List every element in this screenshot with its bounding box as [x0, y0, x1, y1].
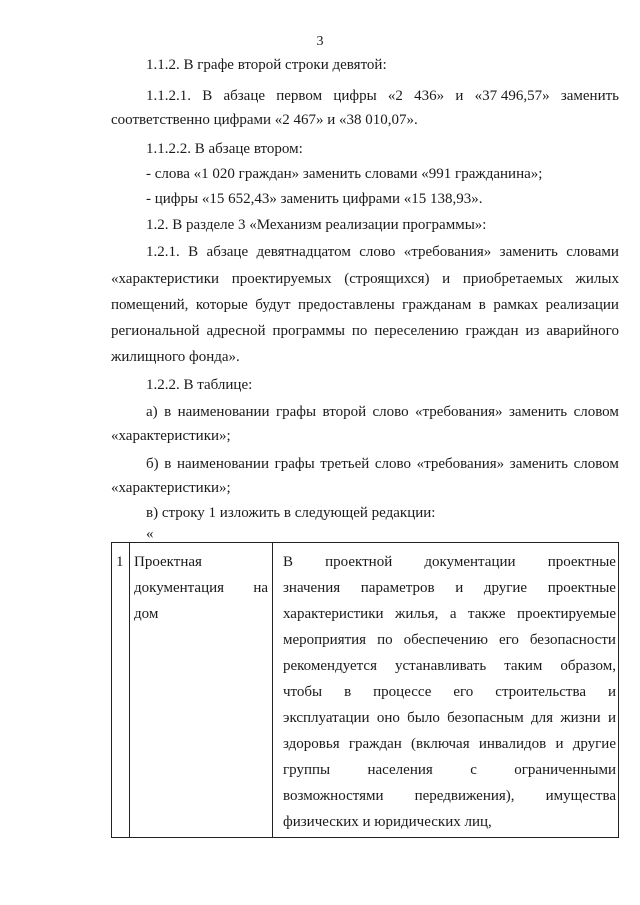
word: обеспечению — [403, 632, 488, 648]
requirements-line6 — [283, 683, 616, 701]
table-row-1 — [111, 542, 619, 838]
word: проектные — [547, 554, 616, 570]
word: (включая — [411, 736, 470, 752]
word: и — [607, 710, 616, 726]
cell-word: на — [253, 580, 268, 596]
word: с — [470, 762, 477, 778]
page-number: 3 — [316, 34, 324, 49]
requirements-line8 — [283, 735, 616, 753]
word: графы — [274, 456, 315, 472]
word: «2 — [387, 88, 403, 104]
word: жилых — [575, 271, 619, 287]
word: таким — [504, 658, 543, 674]
word: группы — [283, 762, 331, 778]
project-docs-line2 — [134, 579, 268, 597]
column-divider — [272, 543, 273, 837]
word: адресной — [206, 323, 266, 339]
word: по — [351, 323, 368, 339]
word: слово — [372, 404, 409, 420]
word: переселению — [374, 323, 459, 339]
word: процессе — [373, 684, 432, 700]
word: предоставлены — [298, 297, 395, 313]
word: по — [377, 632, 393, 648]
word: другие — [572, 736, 616, 752]
word: 1.2.1. — [146, 244, 180, 260]
word: проектируемые — [516, 606, 616, 622]
list-item-words: - слова «1 020 граждан» заменить словами «991 гражданина»; — [146, 166, 543, 182]
word: в — [164, 404, 172, 420]
column-divider — [129, 543, 130, 837]
word: цифры — [333, 88, 377, 104]
word: В — [188, 244, 199, 260]
word: параметров — [360, 580, 435, 596]
word: проектные — [547, 580, 616, 596]
word: его — [498, 632, 519, 648]
paragraph-1-1-2-1-line1 — [146, 87, 619, 105]
word: б) — [146, 456, 159, 472]
requirements-line9 — [283, 761, 616, 779]
word: ограниченными — [514, 762, 616, 778]
requirements-line3 — [283, 605, 616, 623]
word: образом, — [560, 658, 616, 674]
item-a-line1 — [146, 403, 619, 421]
project-docs-line3: дом — [134, 606, 159, 622]
word: абзаце — [206, 244, 249, 260]
word: заменить — [499, 244, 558, 260]
word: безопасности — [529, 632, 616, 648]
word: В — [202, 88, 213, 104]
paragraph-1-2-2: 1.2.2. В таблице: — [146, 377, 253, 393]
word: жилья, — [394, 606, 439, 622]
word: «характеристики — [111, 271, 220, 287]
list-item-numbers: - цифры «15 652,43» заменить цифрами «15 138,93». — [146, 191, 483, 207]
word: реализации — [545, 297, 619, 313]
word: и — [455, 580, 464, 596]
word: наименовании — [177, 404, 270, 420]
item-b-line2: «характеристики»; — [111, 480, 231, 496]
project-docs-line1: Проектная — [134, 554, 202, 570]
word: и — [455, 88, 464, 104]
opening-quote: « — [146, 526, 154, 542]
word: документации — [424, 554, 516, 570]
word: устанавливать — [394, 658, 487, 674]
word: безопасным — [447, 710, 524, 726]
paragraph-1-2-1-line1 — [146, 243, 619, 261]
word: «37 496,57» — [474, 88, 550, 104]
paragraph-1-1-2-2: 1.1.2.2. В абзаце втором: — [146, 141, 303, 157]
word: характеристики — [283, 606, 384, 622]
word: абзаце — [223, 88, 266, 104]
paragraph-1-2-1-line4 — [111, 322, 619, 340]
paragraph-1-1-2-1-line2: соответственно цифрами «2 467» и «38 010,07». — [111, 112, 418, 128]
word: проектной — [325, 554, 393, 570]
word: граждан — [348, 736, 402, 752]
word: имущества — [545, 788, 616, 804]
paragraph-1-1-2: 1.1.2. В графе второй строки девятой: — [146, 57, 387, 73]
word: инвалидов — [478, 736, 547, 752]
word: «требования» — [415, 404, 503, 420]
word: жизни — [560, 710, 601, 726]
word: также — [467, 606, 506, 622]
word: наименовании — [176, 456, 269, 472]
word: региональной — [111, 323, 200, 339]
word: первом — [276, 88, 323, 104]
word: «требования» — [416, 456, 505, 472]
paragraph-1-2-1-line3 — [111, 296, 619, 314]
word: рамках — [493, 297, 539, 313]
word: мероприятия — [283, 632, 367, 648]
word: было — [407, 710, 440, 726]
paragraph-1-2: 1.2. В разделе 3 «Механизм реализации программы»: — [146, 217, 487, 233]
requirements-line5 — [283, 657, 616, 675]
word: населения — [367, 762, 433, 778]
word: оно — [376, 710, 400, 726]
word: и — [555, 736, 564, 752]
item-c: в) строку 1 изложить в следующей редакции: — [146, 505, 436, 521]
requirements-line11: физических и юридических лиц, — [283, 814, 492, 830]
word: другие — [483, 580, 528, 596]
requirements-line10 — [283, 787, 616, 805]
word: третьей — [320, 456, 370, 472]
word: графы — [275, 404, 317, 420]
word: аварийного — [546, 323, 619, 339]
word: слово — [359, 244, 396, 260]
paragraph-1-2-1-line5: жилищного фонда». — [111, 349, 240, 365]
word: слово — [374, 456, 412, 472]
word: передвижения), — [414, 788, 515, 804]
word: 436» — [414, 88, 445, 104]
word: и — [442, 271, 451, 287]
requirements-line7 — [283, 709, 616, 727]
word: для — [531, 710, 554, 726]
word: а) — [146, 404, 158, 420]
word: словом — [573, 404, 619, 420]
word: и — [607, 684, 616, 700]
word: в — [164, 456, 172, 472]
word: (строящихся) — [344, 271, 430, 287]
word: приобретаемых — [462, 271, 563, 287]
word: строительства — [495, 684, 586, 700]
word: словом — [573, 456, 619, 472]
word: «требования» — [403, 244, 492, 260]
cell-word: документация — [134, 580, 225, 596]
item-b-line1 — [146, 455, 619, 473]
word: В — [283, 554, 294, 570]
word: из — [525, 323, 540, 339]
word: словами — [566, 244, 619, 260]
word: помещений, — [111, 297, 189, 313]
word: будут — [255, 297, 291, 313]
word: программы — [272, 323, 345, 339]
paragraph-1-2-1-line2 — [111, 270, 619, 288]
requirements-line4 — [283, 631, 616, 649]
word: граждан — [465, 323, 519, 339]
row-number: 1 — [116, 554, 124, 570]
requirements-line1 — [283, 553, 616, 571]
word: второй — [322, 404, 367, 420]
word: здоровья — [283, 736, 340, 752]
word: заменить — [509, 456, 568, 472]
word: девятнадцатом — [256, 244, 351, 260]
word: его — [453, 684, 474, 700]
word: гражданам — [402, 297, 472, 313]
word: чтобы — [283, 684, 323, 700]
word: возможностями — [283, 788, 384, 804]
word: эксплуатации — [283, 710, 370, 726]
word: которые — [195, 297, 248, 313]
word: в — [478, 297, 486, 313]
requirements-line2 — [283, 579, 616, 597]
word: заменить — [560, 88, 619, 104]
word: 1.1.2.1. — [146, 88, 191, 104]
item-a-line2: «характеристики»; — [111, 428, 231, 444]
word: проектируемых — [231, 271, 332, 287]
word: заменить — [508, 404, 568, 420]
word: в — [344, 684, 352, 700]
word: значения — [283, 580, 341, 596]
word: а — [449, 606, 457, 622]
word: рекомендуется — [283, 658, 377, 674]
